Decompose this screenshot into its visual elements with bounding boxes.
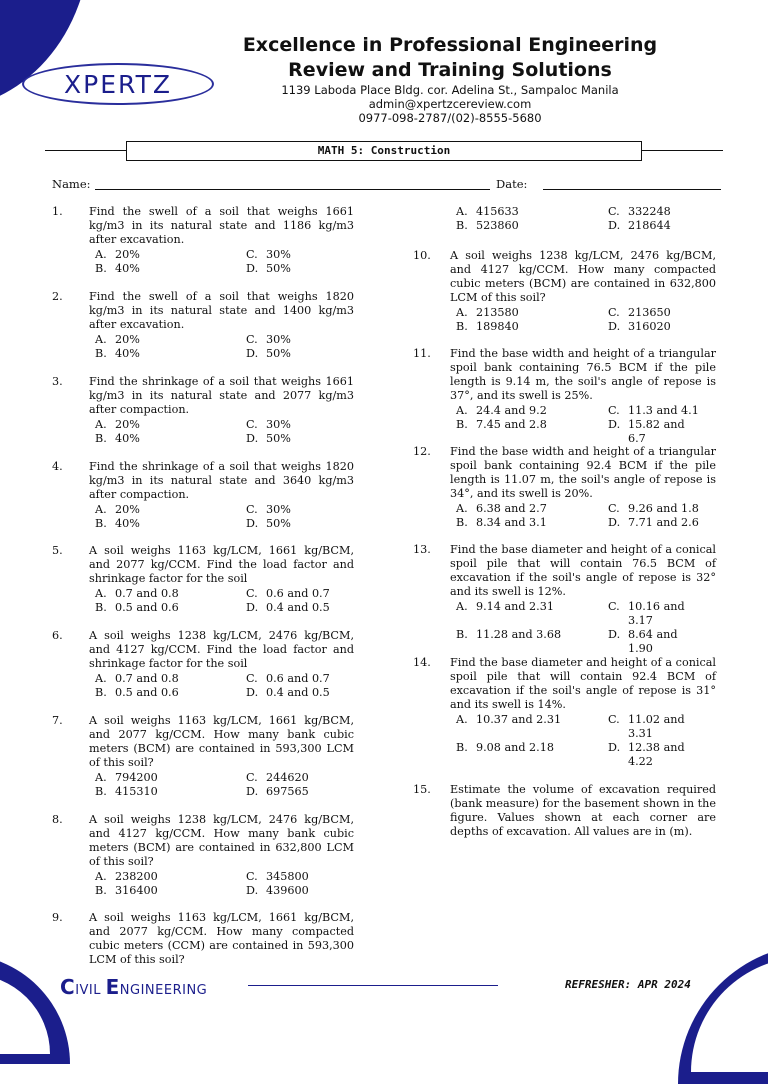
option-value: 20%: [115, 333, 140, 346]
question-number: 4.: [52, 460, 63, 473]
option-value: 316020: [628, 320, 671, 333]
option-letter: A.: [456, 404, 468, 417]
question-number: 5.: [52, 544, 63, 557]
option-value: 40%: [115, 347, 140, 360]
answer-option: [608, 628, 708, 656]
answer-option: [456, 600, 601, 614]
answer-option: [246, 587, 356, 600]
option-letter: C.: [246, 870, 258, 883]
option-letter: C.: [246, 418, 258, 431]
option-value: 218644: [628, 219, 671, 232]
option-letter: D.: [246, 432, 259, 445]
question-number: 14.: [413, 656, 431, 669]
answer-option: [456, 404, 601, 418]
answer-option: [608, 741, 708, 769]
option-value: 9.26 and 1.8: [628, 502, 699, 515]
question-text: Find the shrinkage of a soil that weighs 1820 kg/m3 in its natural state and 3640 kg/m3 after compaction.: [89, 460, 354, 501]
question-item: [52, 375, 357, 417]
option-letter: A.: [95, 771, 107, 784]
option-value: 11.3 and 4.1: [628, 404, 699, 417]
footer-ce-ngineering: NGINEERING: [119, 983, 208, 998]
option-letter: B.: [95, 517, 107, 530]
answer-option: [608, 600, 708, 628]
answer-option: [95, 432, 235, 445]
option-letter: B.: [456, 516, 468, 529]
question-item: [52, 205, 357, 247]
question-number: 1.: [52, 205, 63, 218]
option-letter: A.: [95, 587, 107, 600]
option-letter: C.: [246, 503, 258, 516]
footer-ce-c: C: [60, 975, 76, 999]
question-text: Find the base width and height of a triangular spoil bank containing 92.4 BCM if the pile length is 11.07 m, the soil's angle of repose is 34°, and its swell is 20%.: [450, 445, 716, 500]
option-letter: A.: [456, 502, 468, 515]
date-field-line[interactable]: [543, 189, 721, 190]
option-letter: D.: [246, 686, 259, 699]
question-number: 9.: [52, 911, 63, 924]
answer-option: [608, 205, 748, 218]
question-number: 7.: [52, 714, 63, 727]
footer-refresher: REFRESHER: APR 2024: [565, 978, 691, 991]
option-letter: B.: [456, 219, 468, 232]
option-letter: A.: [456, 306, 468, 319]
option-letter: A.: [456, 713, 468, 726]
question-number: 2.: [52, 290, 63, 303]
option-letter: B.: [95, 785, 107, 798]
question-item: [413, 656, 718, 712]
footer-ce-ivil: IVIL: [75, 983, 106, 998]
answer-option: [95, 503, 235, 516]
option-letter: A.: [95, 672, 107, 685]
answer-option: [246, 785, 356, 798]
option-letter: B.: [456, 741, 468, 754]
header-title-line2: Review and Training Solutions: [288, 59, 612, 81]
header-title-line1: Excellence in Professional Engineering: [242, 34, 658, 56]
answer-option: [456, 418, 601, 432]
answer-option: [456, 219, 596, 232]
option-value: 8.64 and 1.90: [628, 628, 678, 655]
question-item: [413, 445, 718, 501]
option-value: 415633: [476, 205, 519, 218]
option-letter: A.: [456, 205, 468, 218]
answer-option: [456, 306, 601, 320]
date-label: Date:: [496, 177, 528, 191]
answer-option: [456, 741, 601, 755]
option-value: 7.71 and 2.6: [628, 516, 699, 529]
option-value: 15.82 and 6.7: [628, 418, 685, 445]
option-value: 697565: [266, 785, 309, 798]
option-value: 50%: [266, 262, 291, 275]
option-value: 40%: [115, 432, 140, 445]
option-letter: C.: [246, 771, 258, 784]
answer-option: [456, 502, 601, 516]
answer-option: [95, 333, 235, 346]
answer-option: [95, 262, 235, 275]
header-phone: 0977-098-2787/(02)-8555-5680: [358, 111, 542, 125]
option-letter: D.: [246, 262, 259, 275]
answer-option: [608, 418, 708, 446]
answer-option: [95, 884, 235, 897]
logo-text: XPERTZ: [64, 69, 172, 99]
question-item: [413, 783, 718, 839]
answer-option: [246, 503, 356, 516]
answer-option: [608, 306, 708, 320]
footer-ce-e: E: [105, 975, 120, 999]
answer-option: [95, 686, 235, 699]
option-letter: B.: [95, 884, 107, 897]
option-value: 20%: [115, 418, 140, 431]
question-text: A soil weighs 1238 kg/LCM, 2476 kg/BCM, and 4127 kg/CCM. How many bank cubic meters (BCM) are contained in 632,800 LCM of this soil?: [89, 813, 354, 868]
option-value: 9.14 and 2.31: [476, 600, 554, 613]
answer-option: [95, 870, 235, 883]
option-value: 0.5 and 0.6: [115, 601, 179, 614]
subject-box: MATH 5: Construction: [126, 141, 642, 161]
question-text: A soil weighs 1163 kg/LCM, 1661 kg/BCM, and 2077 kg/CCM. How many bank cubic meters (BCM) are contained in 593,300 LCM of this soil?: [89, 714, 354, 769]
answer-option: [246, 333, 356, 346]
option-letter: D.: [246, 884, 259, 897]
question-item: [52, 911, 357, 967]
question-item: [52, 629, 357, 671]
question-number: 12.: [413, 445, 431, 458]
question-text: A soil weighs 1163 kg/LCM, 1661 kg/BCM, and 2077 kg/CCM. How many compacted cubic meters (CCM) are contained in 593,300 LCM of this soil?: [89, 911, 354, 966]
option-letter: D.: [608, 516, 621, 529]
question-number: 15.: [413, 783, 431, 796]
option-letter: B.: [95, 601, 107, 614]
answer-option: [456, 516, 601, 530]
option-value: 0.6 and 0.7: [266, 587, 330, 600]
option-value: 415310: [115, 785, 158, 798]
answer-option: [456, 320, 601, 334]
answer-option: [246, 418, 356, 431]
question-number: 8.: [52, 813, 63, 826]
option-value: 50%: [266, 347, 291, 360]
option-letter: A.: [95, 333, 107, 346]
answer-option: [95, 248, 235, 261]
option-letter: D.: [608, 219, 621, 232]
option-value: 316400: [115, 884, 158, 897]
option-value: 20%: [115, 503, 140, 516]
option-value: 30%: [266, 333, 291, 346]
option-value: 244620: [266, 771, 309, 784]
answer-option: [95, 601, 235, 614]
answer-option: [246, 262, 356, 275]
question-item: [52, 460, 357, 502]
question-item: [413, 347, 718, 403]
answer-option: [95, 785, 235, 798]
option-value: 0.7 and 0.8: [115, 672, 179, 685]
question-text: Estimate the volume of excavation required (bank measure) for the basement shown in the figure. Values shown at each corner are depths of excavation. All values are in (m).: [450, 783, 716, 838]
option-letter: B.: [456, 320, 468, 333]
option-value: 0.4 and 0.5: [266, 601, 330, 614]
option-letter: C.: [608, 502, 620, 515]
option-value: 8.34 and 3.1: [476, 516, 547, 529]
option-letter: C.: [608, 600, 620, 613]
answer-option: [95, 347, 235, 360]
option-letter: C.: [608, 205, 620, 218]
header-email: admin@xpertzcereview.com: [368, 97, 532, 111]
question-item: [52, 290, 357, 332]
option-value: 332248: [628, 205, 671, 218]
answer-option: [246, 672, 356, 685]
option-value: 189840: [476, 320, 519, 333]
option-letter: C.: [608, 713, 620, 726]
option-value: 439600: [266, 884, 309, 897]
answer-option: [456, 628, 601, 642]
question-item: [413, 249, 718, 305]
option-value: 794200: [115, 771, 158, 784]
option-letter: D.: [608, 320, 621, 333]
footer-civil-engineering: [60, 975, 207, 999]
option-value: 523860: [476, 219, 519, 232]
answer-option: [246, 686, 356, 699]
answer-option: [456, 205, 596, 218]
question-item: [52, 813, 357, 869]
question-text: Find the swell of a soil that weighs 1820 kg/m3 in its natural state and 1400 kg/m3 after excavation.: [89, 290, 354, 331]
option-letter: B.: [95, 432, 107, 445]
option-letter: D.: [246, 601, 259, 614]
option-value: 30%: [266, 248, 291, 261]
answer-option: [246, 248, 356, 261]
answer-option: [608, 502, 708, 516]
answer-option: [95, 672, 235, 685]
option-letter: C.: [608, 404, 620, 417]
name-label: Name:: [52, 177, 91, 191]
option-letter: C.: [246, 672, 258, 685]
answer-option: [246, 347, 356, 360]
answer-option: [246, 601, 356, 614]
answer-option: [246, 771, 356, 784]
option-value: 213650: [628, 306, 671, 319]
option-letter: C.: [608, 306, 620, 319]
question-text: Find the base width and height of a triangular spoil bank containing 76.5 BCM if the pile length is 9.14 m, the soil's angle of repose is 37°, and its swell is 25%.: [450, 347, 716, 402]
answer-option: [608, 320, 708, 334]
option-value: 50%: [266, 432, 291, 445]
answer-option: [608, 219, 748, 232]
option-letter: A.: [95, 503, 107, 516]
question-text: Find the base diameter and height of a conical spoil pile that will contain 76.5 BCM of excavation if the soil's angle of repose is 32° and its swell is 12%.: [450, 543, 716, 598]
xpertz-logo: [22, 63, 214, 105]
option-value: 238200: [115, 870, 158, 883]
question-number: 3.: [52, 375, 63, 388]
option-letter: B.: [456, 418, 468, 431]
option-value: 11.28 and 3.68: [476, 628, 562, 641]
question-text: Find the shrinkage of a soil that weighs 1661 kg/m3 in its natural state and 2077 kg/m3 after compaction.: [89, 375, 354, 416]
option-letter: D.: [246, 785, 259, 798]
option-value: 9.08 and 2.18: [476, 741, 554, 754]
question-item: [52, 714, 357, 770]
question-item: [413, 543, 718, 599]
option-value: 10.37 and 2.31: [476, 713, 562, 726]
answer-option: [456, 713, 601, 727]
answer-option: [246, 432, 356, 445]
option-letter: D.: [246, 517, 259, 530]
option-letter: A.: [95, 248, 107, 261]
option-letter: C.: [246, 248, 258, 261]
option-letter: A.: [95, 870, 107, 883]
answer-option: [95, 418, 235, 431]
question-number: 13.: [413, 543, 431, 556]
question-text: Find the base diameter and height of a conical spoil pile that will contain 92.4 BCM of excavation if the soil's angle of repose is 31° and its swell is 14%.: [450, 656, 716, 711]
question-number: 11.: [413, 347, 431, 360]
option-value: 40%: [115, 262, 140, 275]
option-value: 30%: [266, 503, 291, 516]
answer-option: [246, 517, 356, 530]
option-letter: D.: [608, 628, 621, 641]
option-value: 10.16 and 3.17: [628, 600, 685, 627]
option-value: 213580: [476, 306, 519, 319]
option-value: 0.5 and 0.6: [115, 686, 179, 699]
option-value: 6.38 and 2.7: [476, 502, 547, 515]
option-letter: C.: [246, 587, 258, 600]
footer-rule: [248, 985, 498, 986]
option-value: 24.4 and 9.2: [476, 404, 547, 417]
option-letter: C.: [246, 333, 258, 346]
option-letter: D.: [246, 347, 259, 360]
option-value: 11.02 and 3.31: [628, 713, 685, 740]
answer-option: [608, 516, 708, 530]
option-letter: B.: [95, 262, 107, 275]
option-letter: D.: [608, 741, 621, 754]
option-value: 40%: [115, 517, 140, 530]
question-text: A soil weighs 1238 kg/LCM, 2476 kg/BCM, and 4127 kg/CCM. Find the load factor and shrinkage factor for the soil: [89, 629, 354, 670]
name-field-line[interactable]: [95, 189, 490, 190]
question-text: A soil weighs 1163 kg/LCM, 1661 kg/BCM, and 2077 kg/CCM. Find the load factor and shrinkage factor for the soil: [89, 544, 354, 585]
option-letter: D.: [608, 418, 621, 431]
option-value: 0.4 and 0.5: [266, 686, 330, 699]
option-value: 50%: [266, 517, 291, 530]
question-text: A soil weighs 1238 kg/LCM, 2476 kg/BCM, and 4127 kg/CCM. How many compacted cubic meters (BCM) are contained in 632,800 LCM of this soil?: [450, 249, 716, 304]
option-value: 30%: [266, 418, 291, 431]
option-letter: B.: [95, 686, 107, 699]
option-letter: B.: [95, 347, 107, 360]
answer-option: [95, 517, 235, 530]
question-item: [52, 544, 357, 586]
answer-option: [608, 404, 708, 418]
answer-option: [246, 870, 356, 883]
question-number: 6.: [52, 629, 63, 642]
option-value: 20%: [115, 248, 140, 261]
option-letter: A.: [95, 418, 107, 431]
answer-option: [95, 771, 235, 784]
option-value: 0.7 and 0.8: [115, 587, 179, 600]
option-letter: B.: [456, 628, 468, 641]
answer-option: [246, 884, 356, 897]
question-number: 10.: [413, 249, 431, 262]
header-address: 1139 Laboda Place Bldg. cor. Adelina St., Sampaloc Manila: [281, 83, 619, 97]
option-letter: A.: [456, 600, 468, 613]
answer-option: [608, 713, 708, 741]
question-text: Find the swell of a soil that weighs 1661 kg/m3 in its natural state and 1186 kg/m3 after excavation.: [89, 205, 354, 246]
option-value: 0.6 and 0.7: [266, 672, 330, 685]
option-value: 12.38 and 4.22: [628, 741, 685, 768]
option-value: 7.45 and 2.8: [476, 418, 547, 431]
option-value: 345800: [266, 870, 309, 883]
answer-option: [95, 587, 235, 600]
